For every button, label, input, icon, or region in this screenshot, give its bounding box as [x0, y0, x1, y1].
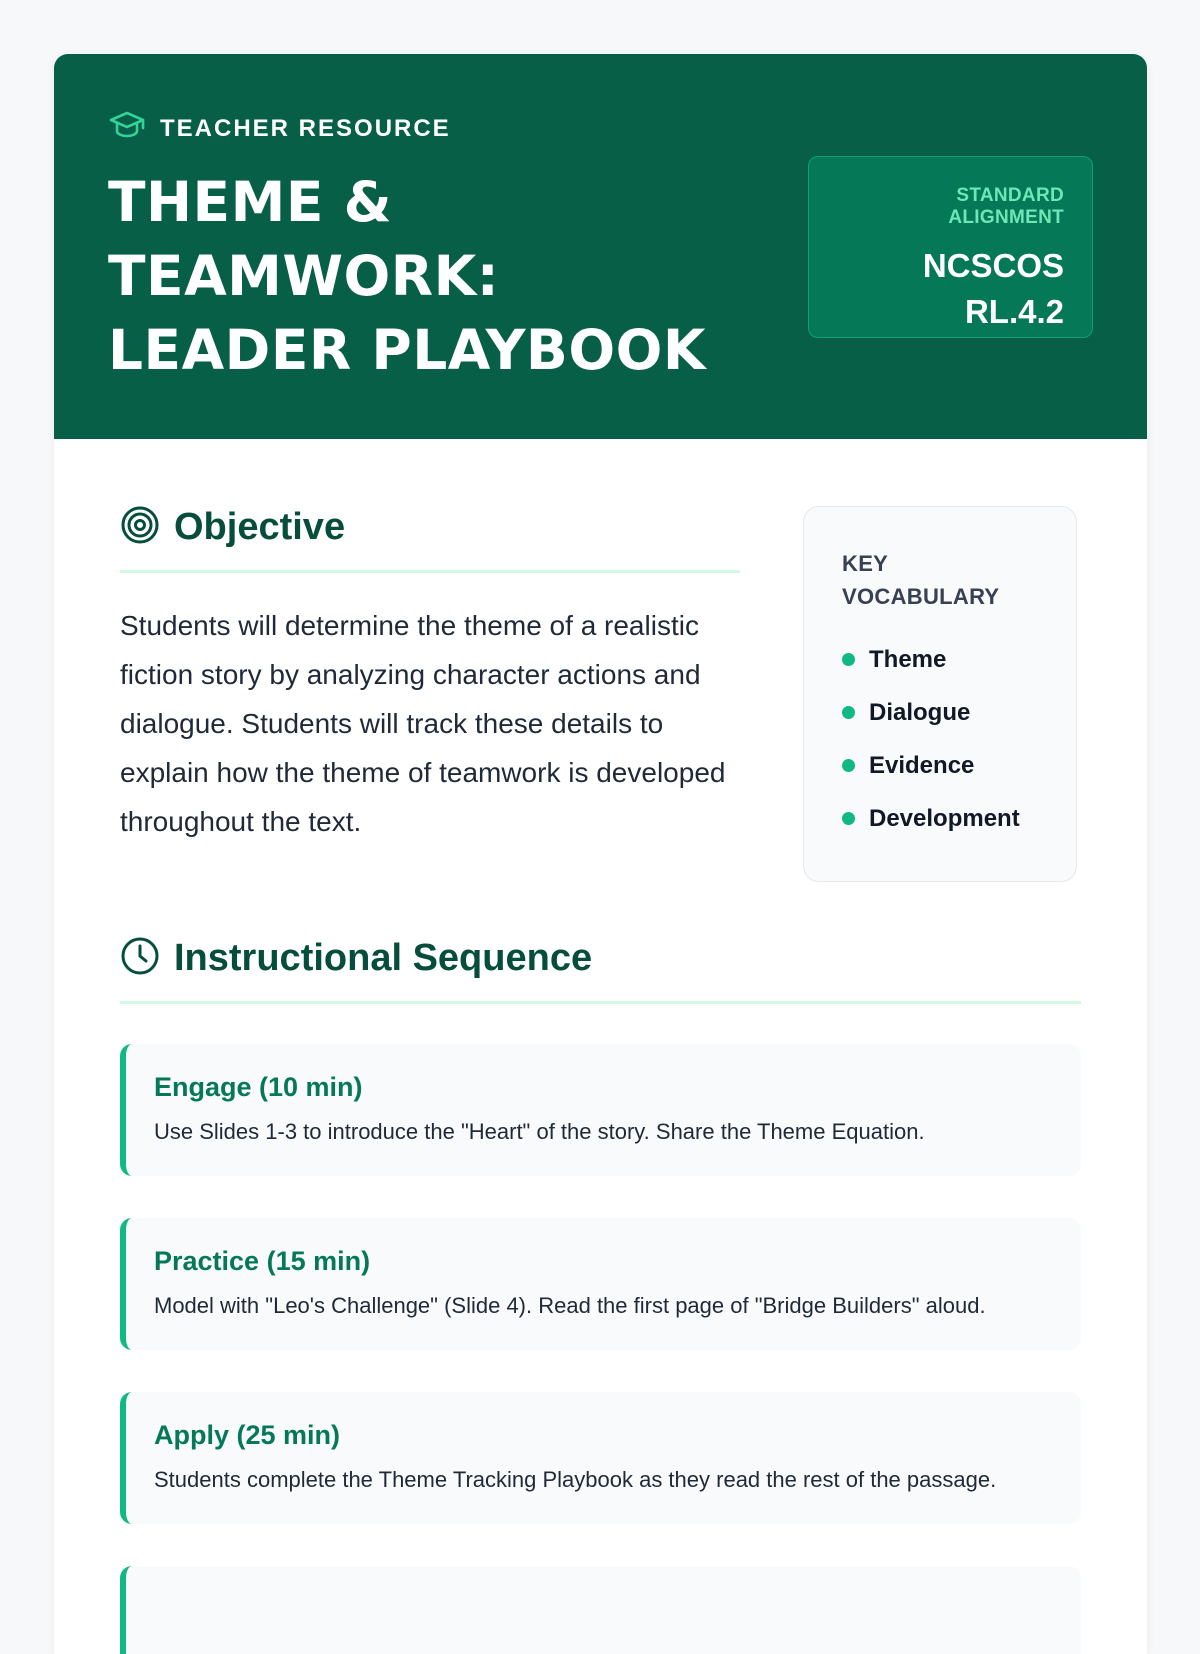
- step-card: [120, 1392, 1081, 1524]
- vocabulary-list: [842, 633, 1038, 845]
- page-title: [108, 165, 788, 387]
- standard-value-line: NCSCOS: [922, 247, 1064, 284]
- bullet-dot-icon: [842, 759, 855, 772]
- eyebrow-label: TEACHER RESOURCE: [160, 114, 451, 142]
- vocabulary-label-line: VOCABULARY: [842, 584, 1000, 609]
- sequence-heading: Instructional Sequence: [174, 937, 593, 979]
- step-description: Students complete the Theme Tracking Playbook as they read the rest of the passage.: [154, 1467, 997, 1492]
- vocabulary-term: Development: [869, 804, 1020, 832]
- lesson-header: [54, 54, 1147, 439]
- vocabulary-term: Theme: [869, 645, 947, 673]
- vocabulary-term: Dialogue: [869, 698, 971, 726]
- vocabulary-item: [842, 686, 1038, 739]
- target-icon: [120, 505, 160, 550]
- clock-icon: [120, 936, 160, 981]
- step-card: [120, 1566, 1081, 1654]
- step-list: [120, 1044, 1081, 1654]
- vocabulary-item: [842, 792, 1038, 845]
- step-card: [120, 1218, 1081, 1350]
- title-line: LEADER PLAYBOOK: [108, 318, 706, 382]
- objective-heading-row: [120, 505, 740, 573]
- vocabulary-label: [842, 547, 1038, 613]
- step-title: Apply (25 min): [154, 1420, 341, 1450]
- standard-label: STANDARD ALIGNMENT: [948, 185, 1064, 228]
- step-description: Use Slides 1-3 to introduce the "Heart" of the story. Share the Theme Equation.: [154, 1119, 925, 1144]
- standard-value: [837, 243, 1064, 335]
- vocabulary-term: Evidence: [869, 751, 975, 779]
- title-line: THEME &: [108, 170, 393, 234]
- bullet-dot-icon: [842, 812, 855, 825]
- eyebrow: [108, 110, 1093, 147]
- step-title: Practice (15 min): [154, 1246, 371, 1276]
- step-card: [120, 1044, 1081, 1176]
- sequence-heading-row: [120, 936, 1081, 1004]
- vocabulary-item: [842, 633, 1038, 686]
- title-line: TEAMWORK:: [108, 244, 500, 308]
- objective-text: Students will determine the theme of a realistic fiction story by analyzing character actions and dialogue. Students will track these details to explain how the theme of teamwork is developed throughout the text.: [120, 610, 726, 837]
- objective-section: [120, 505, 740, 846]
- vocabulary-item: [842, 739, 1038, 792]
- vocabulary-label-line: KEY: [842, 551, 889, 576]
- standard-value-line: RL.4.2: [964, 293, 1064, 330]
- key-vocabulary-box: [803, 506, 1077, 882]
- sequence-section: [120, 936, 1081, 1654]
- objective-heading: Objective: [174, 506, 346, 548]
- standard-alignment-box: [808, 156, 1093, 338]
- bullet-dot-icon: [842, 653, 855, 666]
- step-description: Model with "Leo's Challenge" (Slide 4). Read the first page of "Bridge Builders" aloud.: [154, 1293, 986, 1318]
- step-title: Engage (10 min): [154, 1072, 363, 1102]
- lesson-card: [54, 54, 1147, 1654]
- bullet-dot-icon: [842, 706, 855, 719]
- graduation-cap-icon: [108, 110, 146, 147]
